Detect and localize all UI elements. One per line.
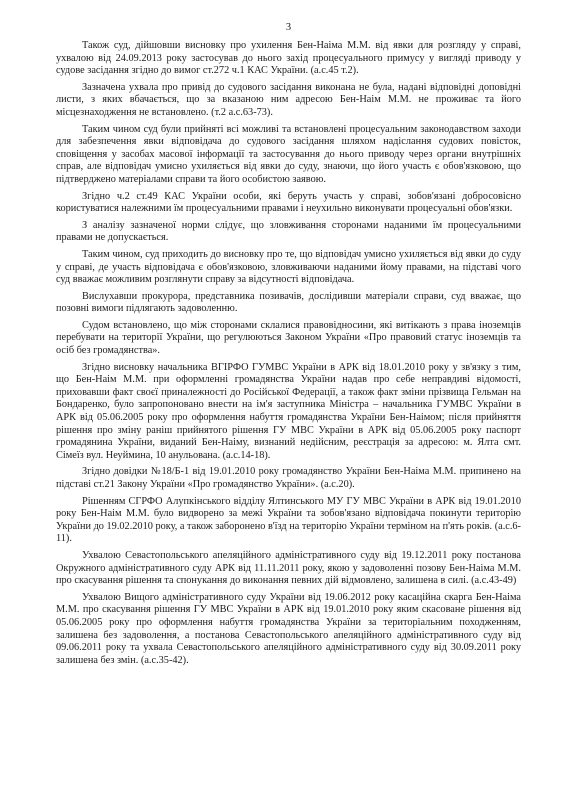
- paragraph: Судом встановлено, що між сторонами склалися правовідносини, які витікають з права іноземців перебувати на території України, що регулюються Законом України «Про правовий статус іноземців та осіб без громадянства».: [56, 319, 521, 357]
- paragraph: Таким чином, суд приходить до висновку про те, що відповідач умисно ухиляється від явки до суду у справі, де участь відповідача є обов'язковою, зловживаючи наданими йому правами, на підставі чого суд вважає можливим розглянути справу за відсутності відповідача.: [56, 248, 521, 286]
- paragraph: Таким чином суд були прийняті всі можливі та встановлені процесуальним законодавством заходи для забезпечення явки відповідача до судового засідання шляхом надіслання судових повісток, сповіщення у засобах масової інформації та застосування до нього приводу через органи внутрішніх справ, але відповідач умисно ухиляється від явки до суду, знаючи, що його участь є обов'язковою, що підтверджено матеріалами справи та його особистою заявою.: [56, 123, 521, 185]
- paragraph: Згідно ч.2 ст.49 КАС України особи, які беруть участь у справі, зобов'язані добросовісно користуватися належними їм процесуальними правами і неухильно виконувати процесуальні обов'язки.: [56, 190, 521, 215]
- paragraph: Ухвалою Вищого адміністративного суду України від 19.06.2012 року касаційна скарга Бен-Наіма М.М. про скасування рішення ГУ МВС України в АРК від 19.01.2010 року яким скасоване рішення від 05.06.2005 року про оформлення набуття громадянства України за територіальним походженням, залишена без задоволення, а постанова Севастопольського апеляційного адміністративного суду від 09.06.2011 року та ухвала Севастопольського апеляційного адміністративного суду від 30.09.2011 року залишена без змін. (а.с.35-42).: [56, 591, 521, 666]
- paragraph: Згідно довідки №18/Б-1 від 19.01.2010 року громадянство України Бен-Наіма М.М. припинено на підставі ст.21 Закону України «Про громадянство України». (а.с.20).: [56, 466, 521, 490]
- paragraph: Ухвалою Севастопольського апеляційного адміністративного суду від 19.12.2011 року постанова Окружного адміністративного суду АРК від 11.11.2011 року, якою у задоволенні позову Бен-Наіма М.М. про скасування рішення та спонукання до виконання певних дій відмовлено, залишена в силі. (а.с.43-49): [56, 549, 521, 587]
- paragraph: Рішенням СГРФО Алупкінського відділу Ялтинського МУ ГУ МВС України в АРК від 19.01.2010 року Бен-Наім М.М. було видворено за межі України та зобов'язано відповідача покинути територію України до 19.02.2010 року, а також заборонено в'їзд на територію України терміном на п'ять років. (а.с.6-11).: [56, 495, 521, 545]
- paragraph: З аналізу зазначеної норми слідує, що зловживання сторонами наданими їм процесуальними правами не допускається.: [56, 219, 521, 244]
- page-number: 3: [285, 22, 292, 33]
- paragraph: Також суд, дійшовши висновку про ухилення Бен-Наіма М.М. від явки для розгляду у справі, ухвалою від 24.09.2013 року застосував до нього захід процесуального примусу у вигляді приводу у судове засідання згідно до вимог ст.272 ч.1 КАС України. (а.с.45 т.2).: [56, 40, 521, 77]
- paragraph: Вислухавши прокурора, представника позивачів, дослідивши матеріали справи, суд вважає, що позовні вимоги підлягають задоволенню.: [56, 290, 521, 315]
- paragraph: Згідно висновку начальника ВГІРФО ГУМВС України в АРК від 18.01.2010 року у зв'язку з тим, що Бен-Наім М.М. при оформленні громадянства України надав про себе неправдиві відомості, приховавши факт своєї приналежності до Російської Федерації, а також факт зміни прізвища Гельман на Бондаренко, було запропоновано внести на ім'я заступника Міністра – начальника ГУМВС України в АРК від 05.06.2005 року про оформлення набуття громадянства України Бен-Наімом; після прийняття рішення про зміну раніш прийнятого рішення ГУ МВС України в АРК від 05.06.2005 року паспорт громадянина України, виданий Бен-Наіму, визнаний недійсним, реєстрація за адресою: м. Ялта смт. Сімеїз вул. Неуймина, 10 анульована. (а.с.14-18).: [56, 361, 521, 461]
- paragraph: Зазначена ухвала про привід до судового засідання виконана не була, надані відповідні доповідні листи, з яких вбачається, що за вказаною ним адресою Бен-Наім М.М. не проживає та його місцезнаходження не встановлено. (т.2 а.с.63-73).: [56, 81, 521, 118]
